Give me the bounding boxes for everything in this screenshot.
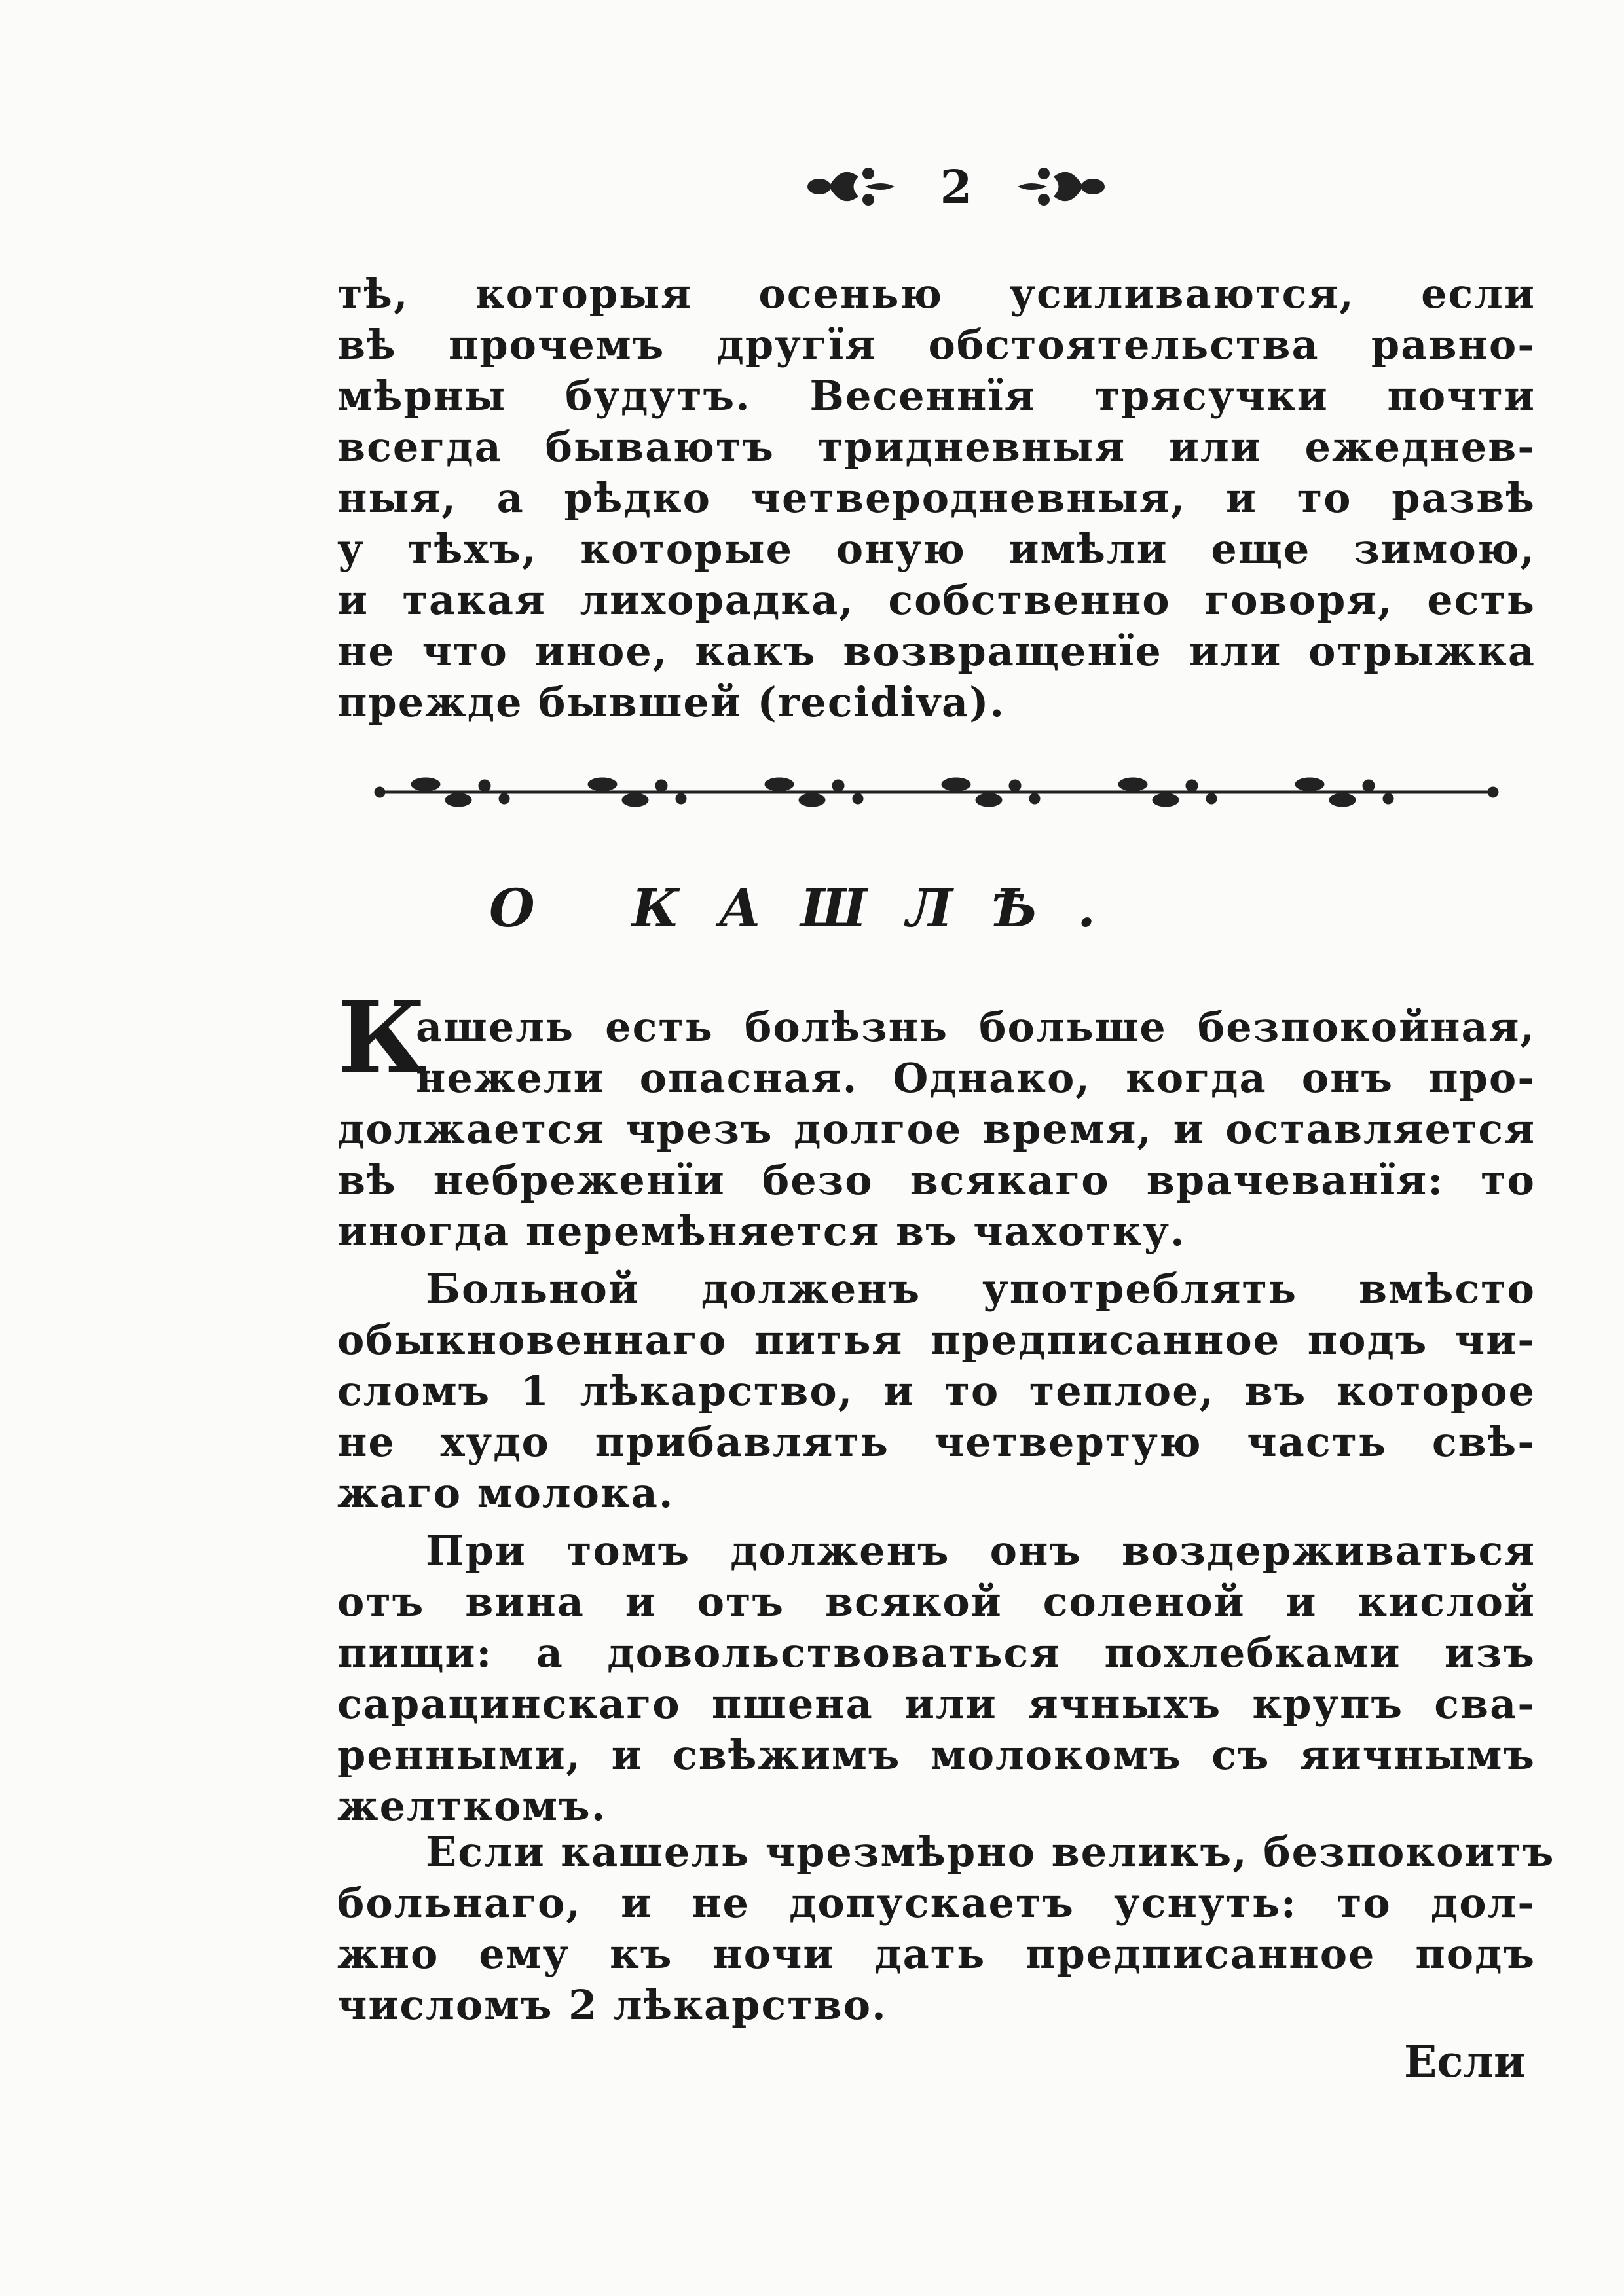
text-line: не что иное, какъ возвращенїе или отрыжка bbox=[337, 627, 1536, 675]
paragraph-4 bbox=[337, 1827, 1555, 2031]
text-line: больнаго, и не допускаетъ уснуть: то дол- bbox=[337, 1879, 1536, 1927]
text-line: у тѣхъ, которые оную имѣли еще зимою, bbox=[337, 525, 1536, 573]
catchword: Если bbox=[1404, 2036, 1526, 2087]
text-line: прежде бывшей (recidiva). bbox=[337, 678, 1006, 726]
ornamental-divider-icon bbox=[367, 766, 1506, 818]
left-header-ornament-icon bbox=[803, 157, 901, 216]
text-line: нежели опасная. Однако, когда онъ про- bbox=[416, 1054, 1536, 1102]
text-line: ренными, и свѣжимъ молокомъ съ яичнымъ bbox=[337, 1731, 1536, 1779]
text-line: мѣрны будутъ. Весеннїя трясучки почти bbox=[337, 372, 1536, 420]
text-line: жаго молока. bbox=[337, 1469, 674, 1517]
text-line: Если кашель чрезмѣрно великъ, безпокоитъ bbox=[426, 1828, 1555, 1876]
paragraph-1 bbox=[337, 1002, 1536, 1257]
text-line: должается чрезъ долгое время, и оставляется bbox=[337, 1105, 1536, 1153]
text-line: отъ вина и отъ всякой соленой и кислой bbox=[337, 1578, 1536, 1626]
section-title: О КАШЛѢ. bbox=[489, 877, 1135, 939]
text-line: иногда перемѣняется въ чахотку. bbox=[337, 1207, 1186, 1255]
text-line: обыкновеннаго питья предписанное подъ чи- bbox=[337, 1316, 1536, 1364]
paragraph-3 bbox=[337, 1525, 1536, 1832]
text-line: всегда бываютъ тридневныя или ежеднев- bbox=[337, 423, 1536, 471]
text-line: При томъ долженъ онъ воздерживаться bbox=[426, 1527, 1536, 1575]
text-line: пищи: а довольствоваться похлебками изъ bbox=[337, 1629, 1536, 1677]
text-line: сломъ 1 лѣкарство, и то теплое, въ которое bbox=[337, 1367, 1536, 1415]
text-line: желткомъ. bbox=[337, 1782, 607, 1830]
text-line: тѣ, которыя осенью усиливаются, если bbox=[337, 270, 1536, 318]
text-line: вѣ прочемъ другїя обстоятельства равно- bbox=[337, 321, 1536, 369]
text-line: сарацинскаго пшена или ячныхъ крупъ сва- bbox=[337, 1680, 1536, 1728]
continued-paragraph bbox=[337, 268, 1536, 728]
text-line: жно ему къ ночи дать предписанное подъ bbox=[337, 1930, 1536, 1978]
text-line: и такая лихорадка, собственно говоря, есть bbox=[337, 576, 1536, 624]
text-line: вѣ небреженїи безо всякаго врачеванїя: то bbox=[337, 1156, 1536, 1204]
text-line: ашель есть болѣзнь больше безпокойная, bbox=[416, 1003, 1536, 1051]
page-header bbox=[773, 151, 1139, 223]
text-line: не худо прибавлять четвертую часть свѣ- bbox=[337, 1418, 1536, 1466]
page-number: 2 bbox=[940, 159, 972, 214]
text-line: Больной долженъ употреблять вмѣсто bbox=[426, 1265, 1536, 1313]
right-header-ornament-icon bbox=[1011, 157, 1109, 216]
drop-cap: К bbox=[337, 980, 427, 1095]
text-line: ныя, а рѣдко четверодневныя, и то развѣ bbox=[337, 474, 1536, 522]
text-line: числомъ 2 лѣкарство. bbox=[337, 1981, 887, 2029]
paragraph-2 bbox=[337, 1264, 1536, 1519]
